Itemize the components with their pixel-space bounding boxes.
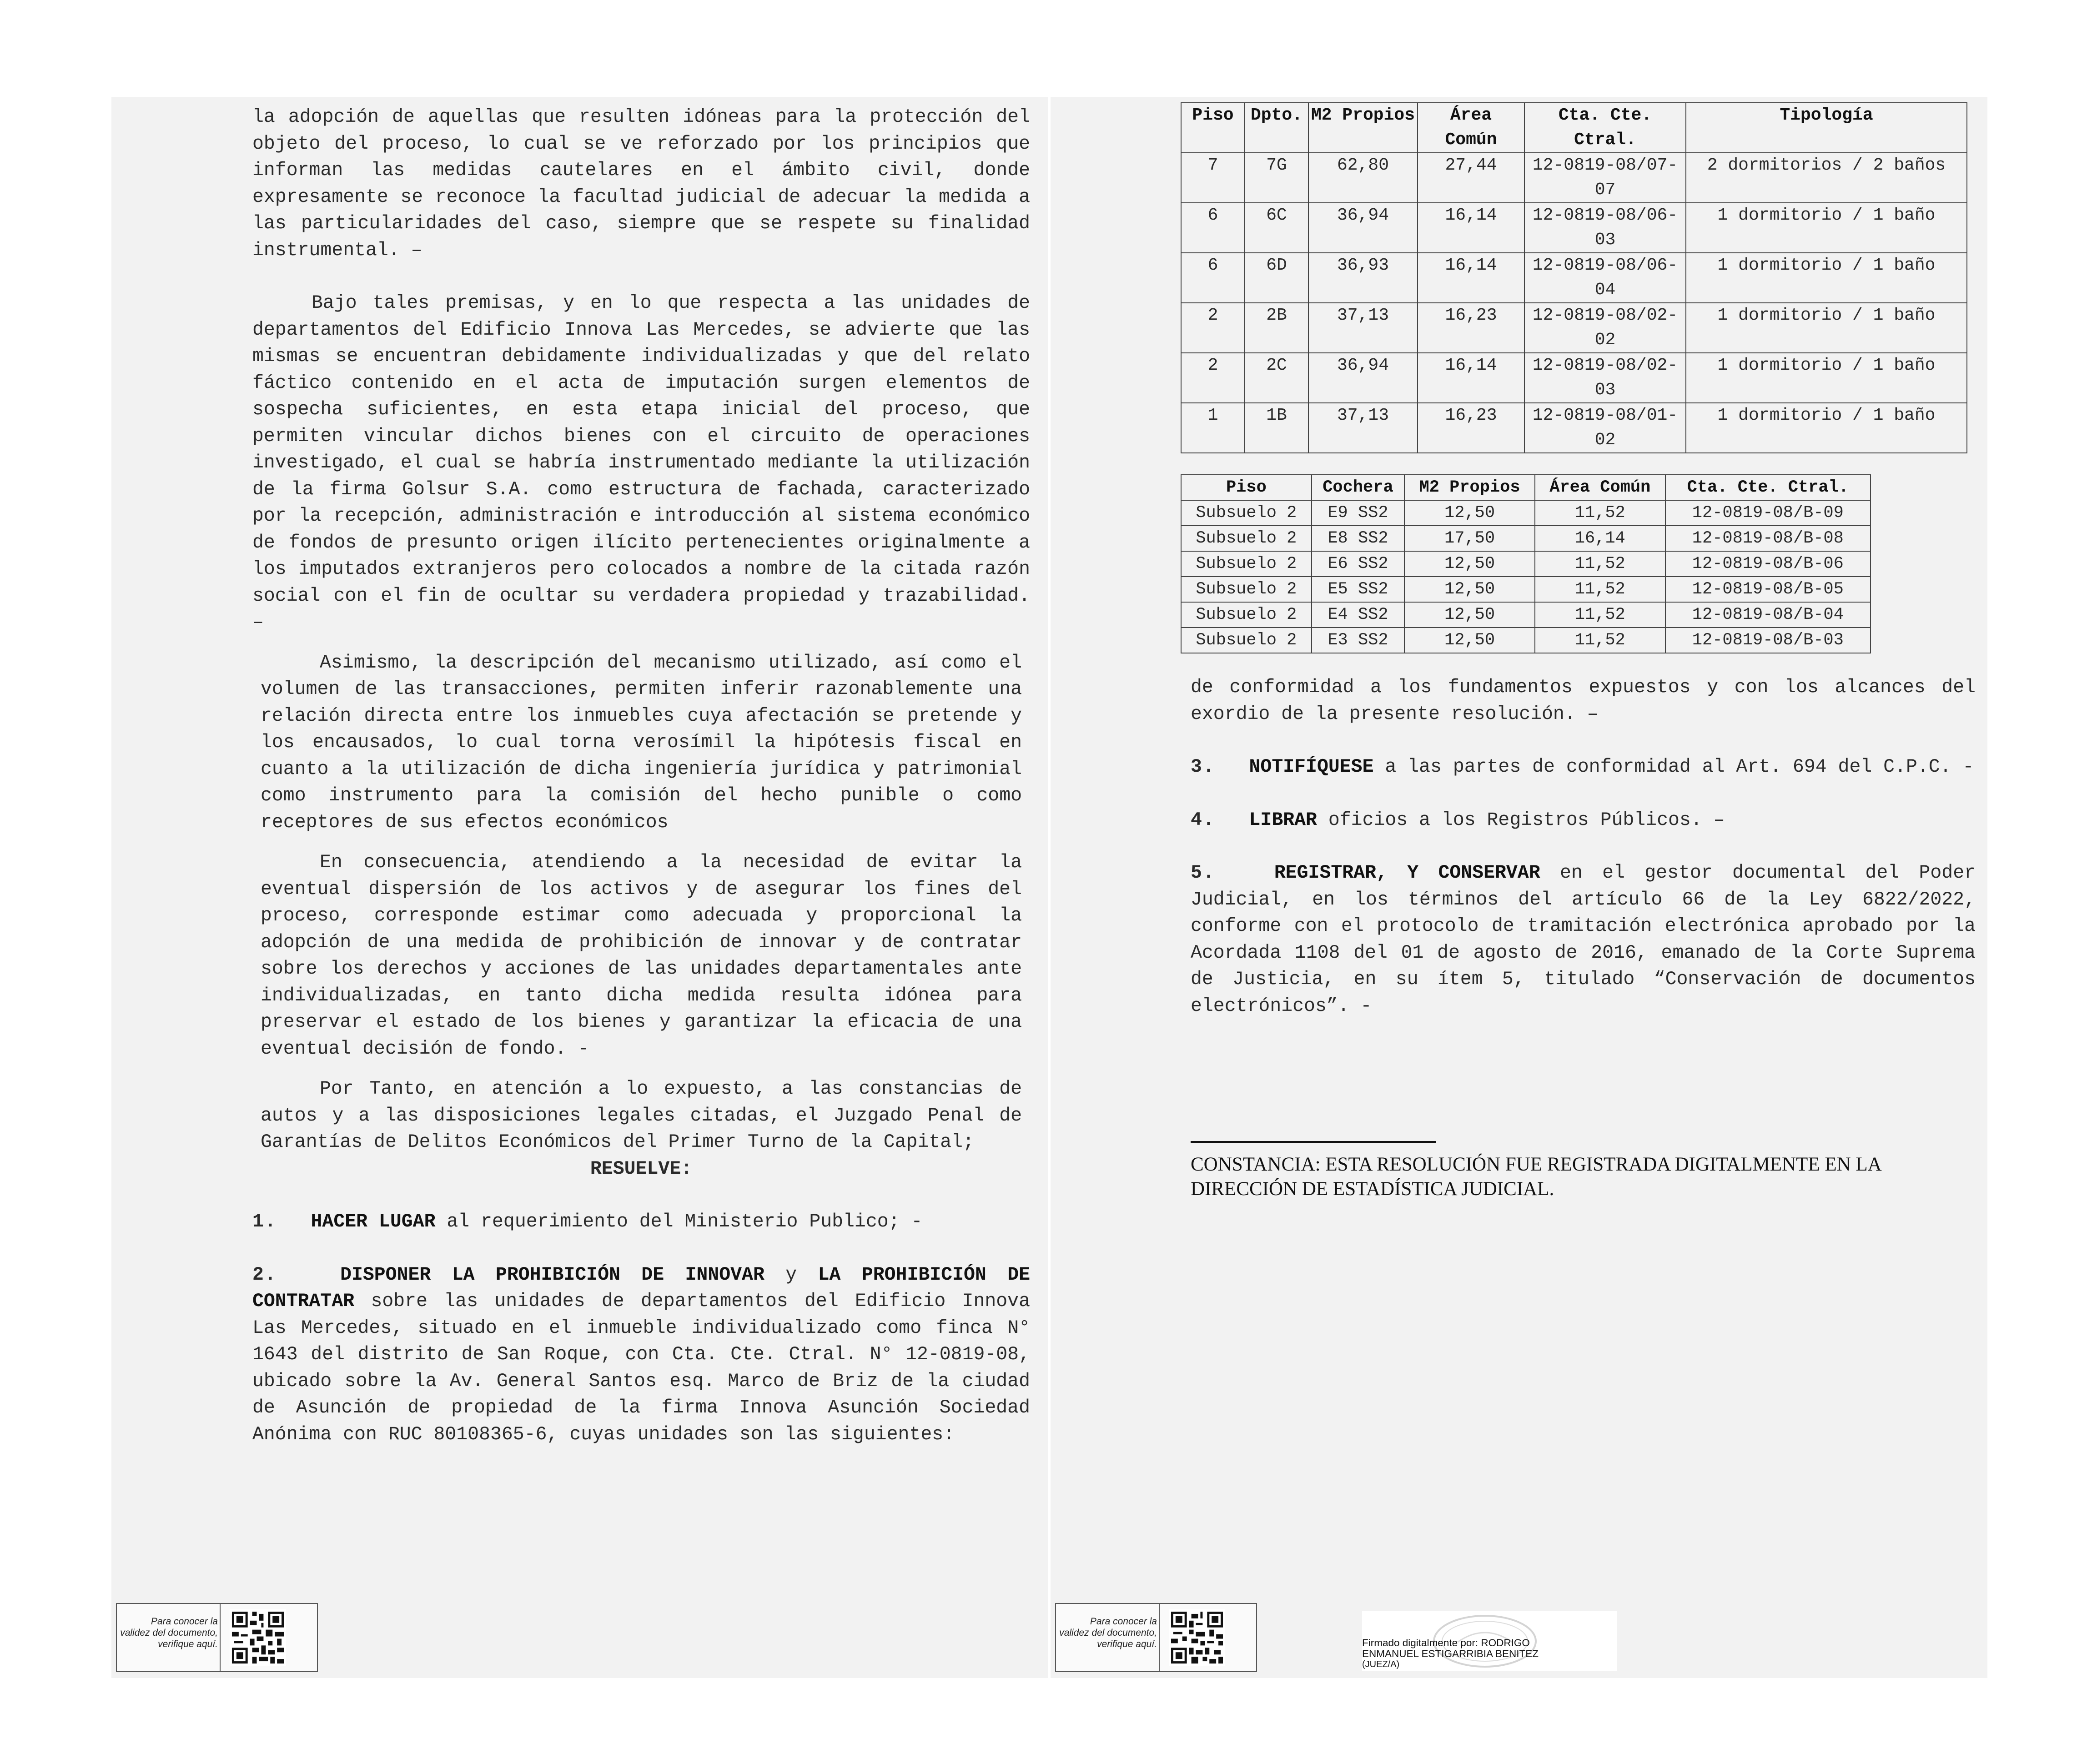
table-cell: 12,50 bbox=[1404, 628, 1535, 653]
signature-line bbox=[1191, 1141, 1436, 1143]
qr-validation-box-left[interactable] bbox=[116, 1603, 318, 1672]
table-cell: 16,14 bbox=[1418, 353, 1524, 403]
table-cell: 12,50 bbox=[1404, 602, 1535, 628]
table-cell: 16,14 bbox=[1535, 526, 1665, 551]
table-cell: 1 dormitorio / 1 baño bbox=[1686, 303, 1967, 353]
paragraph-2: Bajo tales premisas, y en lo que respecta a las unidades de departamentos del Edificio Innova Las Mercedes, se advierte que las mismas se encuentran debidamente individualizadas y que del relato fáctico contenido en el acta de imputación surgen elementos de sospecha suficientes, en esta etapa inicial del proceso, que permiten vincular dichos bienes con el circuito de operaciones investigado, el cual se habría instrumentado mediante la utilización de la firma Golsur S.A. como estructura de fachada, caracterizado por la recepción, administración e introducción al sistema económico de fondos de presunto origen ilícito pertenecientes originalmente a los imputados extranjeros pero colocados a nombre de la citada razón social con el fin de ocultar su verdadera propiedad y trazabilidad. – bbox=[252, 292, 1030, 633]
table-cell: 11,52 bbox=[1535, 551, 1665, 577]
garage-table-body bbox=[1181, 500, 1871, 653]
left-text-column bbox=[252, 104, 1030, 1448]
table-cell: 11,52 bbox=[1535, 577, 1665, 602]
table-cell: Subsuelo 2 bbox=[1181, 577, 1312, 602]
column-header: Área Común bbox=[1418, 103, 1524, 153]
table-cell: 12-0819-08/02-03 bbox=[1524, 353, 1686, 403]
table-cell: 12-0819-08/01-02 bbox=[1524, 403, 1686, 453]
table-cell: E3 SS2 bbox=[1312, 628, 1404, 653]
document-page-left bbox=[111, 97, 1048, 1678]
table-cell: E4 SS2 bbox=[1312, 602, 1404, 628]
table-cell: 2 dormitorios / 2 baños bbox=[1686, 153, 1967, 203]
table-cell: 1 dormitorio / 1 baño bbox=[1686, 253, 1967, 303]
table-cell: 11,52 bbox=[1535, 602, 1665, 628]
resolution-item-5: 5. REGISTRAR, Y CONSERVAR en el gestor documental del Poder Judicial, en los términos del artículo 66 de la Ley 6822/2022, conforme con el protocolo de tramitación electrónica aprobado por la Acordada 1108 del 01 de agosto de 2016, emanado de la Corte Suprema de Justicia, en su ítem 5, titulado “Conservación de documentos electrónicos”. - bbox=[1191, 862, 1976, 1017]
qr-validation-box-right[interactable] bbox=[1055, 1603, 1257, 1672]
table-cell: 12-0819-08/B-03 bbox=[1665, 628, 1871, 653]
table-row bbox=[1181, 303, 1967, 353]
table-row bbox=[1181, 602, 1871, 628]
table-cell: 12-0819-08/B-08 bbox=[1665, 526, 1871, 551]
table-row bbox=[1181, 203, 1967, 253]
right-text-column bbox=[1191, 674, 1976, 1020]
table-cell: E5 SS2 bbox=[1312, 577, 1404, 602]
table-cell: 12-0819-08/B-06 bbox=[1665, 551, 1871, 577]
qr-code-icon[interactable] bbox=[230, 1609, 286, 1666]
table-row bbox=[1181, 253, 1967, 303]
table-header-row bbox=[1181, 103, 1967, 153]
table-row bbox=[1181, 153, 1967, 203]
apartment-units-table bbox=[1181, 102, 1967, 453]
table-cell: 1 dormitorio / 1 baño bbox=[1686, 403, 1967, 453]
column-header: Piso bbox=[1181, 103, 1245, 153]
column-header: M2 Propios bbox=[1308, 103, 1418, 153]
resolution-item-1: 1. HACER LUGAR al requerimiento del Ministerio Publico; - bbox=[252, 1211, 923, 1232]
table-cell: 12-0819-08/B-04 bbox=[1665, 602, 1871, 628]
table-cell: 6 bbox=[1181, 253, 1245, 303]
table-row bbox=[1181, 577, 1871, 602]
table-cell: 2C bbox=[1245, 353, 1308, 403]
table-cell: 2 bbox=[1181, 303, 1245, 353]
table-cell: 6 bbox=[1181, 203, 1245, 253]
table-cell: Subsuelo 2 bbox=[1181, 602, 1312, 628]
table-row bbox=[1181, 353, 1967, 403]
table-cell: 37,13 bbox=[1308, 303, 1418, 353]
paragraph-4: En consecuencia, atendiendo a la necesidad de evitar la eventual dispersión de los activos y de asegurar los fines del proceso, corresponde estimar como adecuada y proporcional la adopción de una medida de prohibición de innovar y de contratar sobre los derechos y acciones de las unidades departamentales ante individualizadas, en tanto dicha medida resulta idónea para preservar el estado de los bienes y garantizar la eficacia de una eventual decisión de fondo. - bbox=[261, 852, 1022, 1060]
table-cell: Subsuelo 2 bbox=[1181, 551, 1312, 577]
table-cell: 12-0819-08/06-04 bbox=[1524, 253, 1686, 303]
registration-notice: CONSTANCIA: ESTA RESOLUCIÓN FUE REGISTRADA DIGITALMENTE EN LA DIRECCIÓN DE ESTADÍSTICA JUDICIAL. bbox=[1191, 1154, 1881, 1200]
table-row bbox=[1181, 551, 1871, 577]
resolution-item-2: 2. DISPONER LA PROHIBICIÓN DE INNOVAR y LA PROHIBICIÓN DE CONTRATAR sobre las unidades de departamentos del Edificio Innova Las Mercedes, situado en el inmueble individualizado como finca N° 1643 del distrito de San Roque, con Cta. Cte. Ctral. N° 12-0819-08, ubicado sobre la Av. General Santos esq. Marco de Briz de la ciudad de Asunción de propiedad de la firma Innova Asunción Sociedad Anónima con RUC 80108365-6, cuyas unidades son las siguientes: bbox=[252, 1264, 1031, 1445]
table-cell: 37,13 bbox=[1308, 403, 1418, 453]
table-cell: 16,14 bbox=[1418, 253, 1524, 303]
table-cell: Subsuelo 2 bbox=[1181, 500, 1312, 526]
column-header: Área Común bbox=[1535, 475, 1665, 500]
digital-signature-stamp bbox=[1362, 1611, 1617, 1671]
table-cell: 6D bbox=[1245, 253, 1308, 303]
column-header: Cta. Cte. Ctral. bbox=[1665, 475, 1871, 500]
table-cell: 12-0819-08/02-02 bbox=[1524, 303, 1686, 353]
table-cell: E8 SS2 bbox=[1312, 526, 1404, 551]
table-cell: 36,94 bbox=[1308, 203, 1418, 253]
table-cell: 27,44 bbox=[1418, 153, 1524, 203]
resolution-item-4: 4. LIBRAR oficios a los Registros Públicos. – bbox=[1191, 809, 1725, 831]
table-cell: 16,14 bbox=[1418, 203, 1524, 253]
table-cell: 1 bbox=[1181, 403, 1245, 453]
table-cell: Subsuelo 2 bbox=[1181, 628, 1312, 653]
column-header: Dpto. bbox=[1245, 103, 1308, 153]
table-cell: Subsuelo 2 bbox=[1181, 526, 1312, 551]
table-cell: 17,50 bbox=[1404, 526, 1535, 551]
document-page-right bbox=[1051, 97, 1987, 1678]
table-cell: 1 dormitorio / 1 baño bbox=[1686, 353, 1967, 403]
signature-text: Firmado digitalmente por: RODRIGO ENMANUEL ESTIGARRIBIA BENITEZ (JUEZ/A) bbox=[1362, 1637, 1539, 1669]
table-cell: 1B bbox=[1245, 403, 1308, 453]
table-cell: 11,52 bbox=[1535, 628, 1665, 653]
table-cell: E9 SS2 bbox=[1312, 500, 1404, 526]
table-header-row bbox=[1181, 475, 1871, 500]
table-cell: 62,80 bbox=[1308, 153, 1418, 203]
table-cell: 1 dormitorio / 1 baño bbox=[1686, 203, 1967, 253]
paragraph-continuation: de conformidad a los fundamentos expuestos y con los alcances del exordio de la presente resolución. – bbox=[1191, 677, 1976, 725]
table-cell: 16,23 bbox=[1418, 403, 1524, 453]
table-cell: 2 bbox=[1181, 353, 1245, 403]
table-cell: 12-0819-08/07-07 bbox=[1524, 153, 1686, 203]
table-cell: 7G bbox=[1245, 153, 1308, 203]
table-cell: 12,50 bbox=[1404, 551, 1535, 577]
table-cell: 6C bbox=[1245, 203, 1308, 253]
resolution-item-3: 3. NOTIFÍQUESE a las partes de conformidad al Art. 694 del C.P.C. - bbox=[1191, 756, 1974, 778]
units-table-body bbox=[1181, 153, 1967, 453]
table-cell: 7 bbox=[1181, 153, 1245, 203]
column-header: Tipología bbox=[1686, 103, 1967, 153]
table-cell: 12,50 bbox=[1404, 500, 1535, 526]
qr-validation-text: Para conocer la validez del documento, verifique aquí. bbox=[1059, 1616, 1157, 1649]
table-row bbox=[1181, 628, 1871, 653]
table-cell: 12-0819-08/B-09 bbox=[1665, 500, 1871, 526]
column-header: Cochera bbox=[1312, 475, 1404, 500]
column-header: Piso bbox=[1181, 475, 1312, 500]
table-row bbox=[1181, 500, 1871, 526]
table-cell: 16,23 bbox=[1418, 303, 1524, 353]
table-cell: 2B bbox=[1245, 303, 1308, 353]
paragraph-1: la adopción de aquellas que resulten idóneas para la protección del objeto del proceso, lo cual se ve reforzado por los principios que informan las medidas cautelares en el ámbito civil, donde expresamente se reconoce la facultad judicial de adecuar la medida a las particularidades del caso, siempre que se respete su finalidad instrumental. – bbox=[252, 106, 1030, 261]
table-cell: E6 SS2 bbox=[1312, 551, 1404, 577]
table-row bbox=[1181, 403, 1967, 453]
column-header: Cta. Cte. Ctral. bbox=[1524, 103, 1686, 153]
garage-units-table bbox=[1181, 474, 1871, 653]
table-cell: 12-0819-08/06-03 bbox=[1524, 203, 1686, 253]
qr-code-icon[interactable] bbox=[1169, 1609, 1225, 1666]
qr-validation-text: Para conocer la validez del documento, verifique aquí. bbox=[120, 1616, 218, 1649]
table-cell: 11,52 bbox=[1535, 500, 1665, 526]
resuelve-heading: RESUELVE: bbox=[590, 1158, 693, 1180]
paragraph-5: Por Tanto, en atención a lo expuesto, a las constancias de autos y a las disposiciones legales citadas, el Juzgado Penal de Garantías de Delitos Económicos del Primer Turno de la Capital; bbox=[261, 1078, 1022, 1153]
table-cell: 36,94 bbox=[1308, 353, 1418, 403]
table-cell: 12,50 bbox=[1404, 577, 1535, 602]
column-header: M2 Propios bbox=[1404, 475, 1535, 500]
paragraph-3: Asimismo, la descripción del mecanismo utilizado, así como el volumen de las transacciones, permiten inferir razonablemente una relación directa entre los inmuebles cuya afectación se pretende y los encausados, lo cual torna verosímil la hipótesis fiscal en cuanto a la utilización de dicha ingeniería jurídica y patrimonial como instrumento para la comisión del hecho punible o como receptores de sus efectos económicos bbox=[261, 652, 1022, 833]
table-cell: 36,93 bbox=[1308, 253, 1418, 303]
table-cell: 12-0819-08/B-05 bbox=[1665, 577, 1871, 602]
table-row bbox=[1181, 526, 1871, 551]
